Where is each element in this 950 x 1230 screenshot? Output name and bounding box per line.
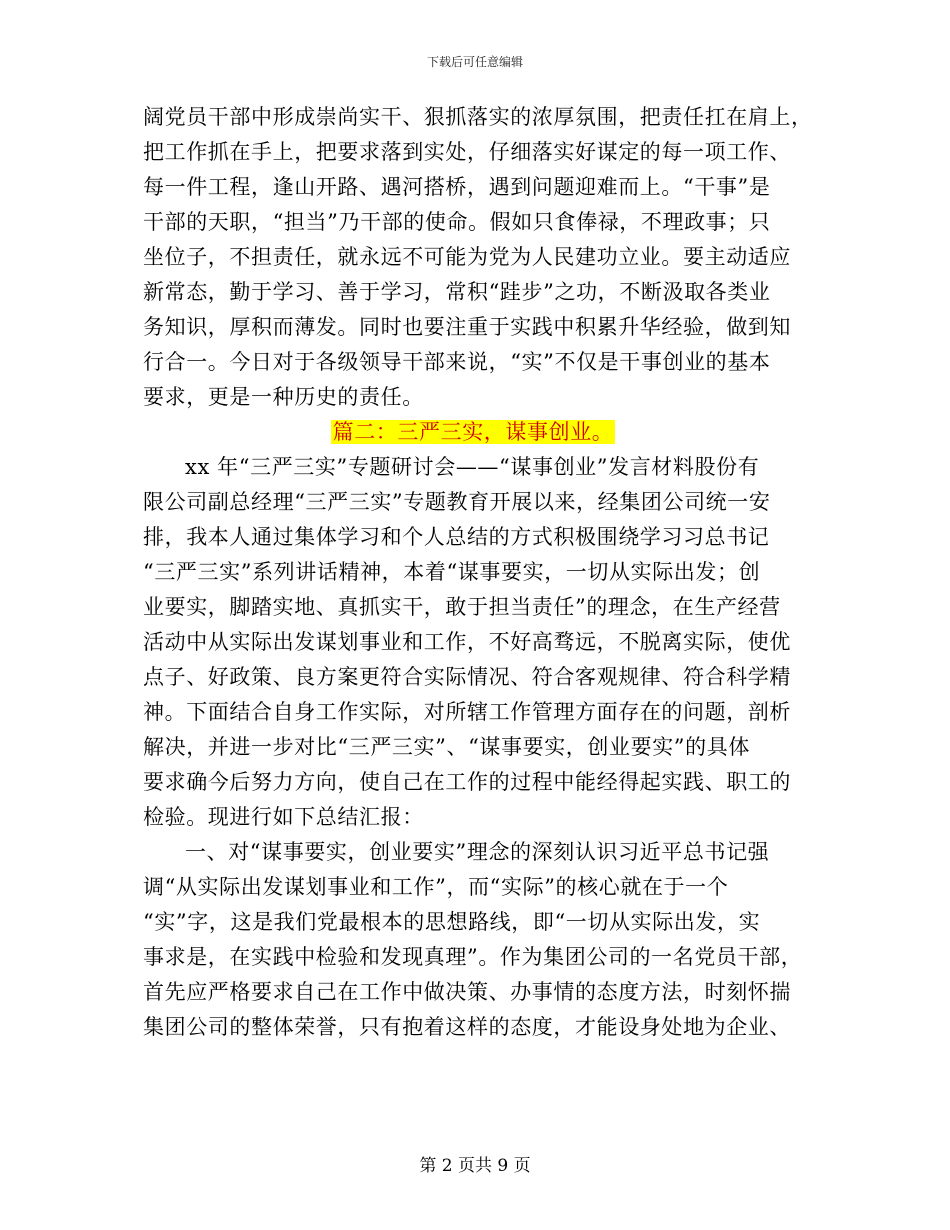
text-line: xx 年“三严三实”专题研讨会——“谋事创业”发言材料股份有 <box>185 455 760 479</box>
paragraph-continuation <box>143 100 813 415</box>
text-line: 首先应严格要求自己在工作中做决策、办事情的态度方法，时刻怀揣 <box>143 980 791 1004</box>
paragraph-intro <box>143 450 803 835</box>
text-line: 一、对“谋事要实，创业要实”理念的深刻认识习近平总书记强 <box>185 840 770 864</box>
text-line: 业要实，脚踏实地、真抓实干，敢于担当责任”的理念，在生产经营 <box>143 595 781 619</box>
text-line: 限公司副总经理“三严三实”专题教育开展以来，经集团公司统一安 <box>143 490 771 514</box>
text-line: 把工作抓在手上，把要求落到实处，仔细落实好谋定的每一项工作、 <box>143 140 791 164</box>
text-line: 要求确今后努力方向，使自己在工作的过程中能经得起实践、职工的 <box>143 770 791 794</box>
text-line: 检验。现进行如下总结汇报： <box>143 805 424 829</box>
text-line: “三严三实”系列讲话精神，本着“谋事要实，一切从实际出发；创 <box>143 560 761 584</box>
text-line: 每一件工程，逢山开路、遇河搭桥，遇到问题迎难而上。“干事”是 <box>143 175 771 199</box>
text-line: 行合一。今日对于各级领导干部来说，“实”不仅是干事创业的基本 <box>143 350 771 374</box>
text-line: 事求是，在实践中检验和发现真理”。作为集团公司的一名党员干部， <box>143 945 803 969</box>
text-line: 排，我本人通过集体学习和个人总结的方式积极围绕学习习总书记 <box>143 525 770 549</box>
text-line: 要求，更是一种历史的责任。 <box>143 385 424 409</box>
section-title-row <box>143 415 803 450</box>
text-line: 坐位子，不担责任，就永远不可能为党为人民建功立业。要主动适应 <box>143 245 791 269</box>
text-line: 调“从实际出发谋划事业和工作”，而“实际”的核心就在于一个 <box>143 875 729 899</box>
text-line: 阔党员干部中形成崇尚实干、狠抓落实的浓厚氛围，把责任扛在肩上， <box>143 105 813 129</box>
text-line: 神。下面结合自身工作实际，对所辖工作管理方面存在的问题，剖析 <box>143 700 791 724</box>
document-body <box>143 100 813 1045</box>
text-line: 解决，并进一步对比“三严三实”、“谋事要实，创业要实”的具体 <box>143 735 750 759</box>
page-header-note: 下载后可任意编辑 <box>426 55 523 69</box>
text-line: 活动中从实际出发谋划事业和工作，不好高骛远，不脱离实际，使优 <box>143 630 791 654</box>
text-line: 务知识，厚积而薄发。同时也要注重于实践中积累升华经验，做到知 <box>143 315 791 339</box>
section-title: 篇二：三严三实，谋事创业。 <box>332 420 614 444</box>
text-line: 干部的天职，“担当”乃干部的使命。假如只食俸禄，不理政事；只 <box>143 210 771 234</box>
text-line: 新常态，勤于学习、善于学习，常积“跬步”之功，不断汲取各类业 <box>143 280 771 304</box>
page-number: 第 2 页共 9 页 <box>419 1156 531 1176</box>
text-line: 点子、好政策、良方案更符合实际情况、符合客观规律、符合科学精 <box>143 665 791 689</box>
paragraph-section-one <box>143 835 803 1045</box>
text-line: 集团公司的整体荣誉，只有抱着这样的态度，才能设身处地为企业、 <box>143 1015 791 1039</box>
text-line: “实”字，这是我们党最根本的思想路线，即“一切从实际出发，实 <box>143 910 761 934</box>
